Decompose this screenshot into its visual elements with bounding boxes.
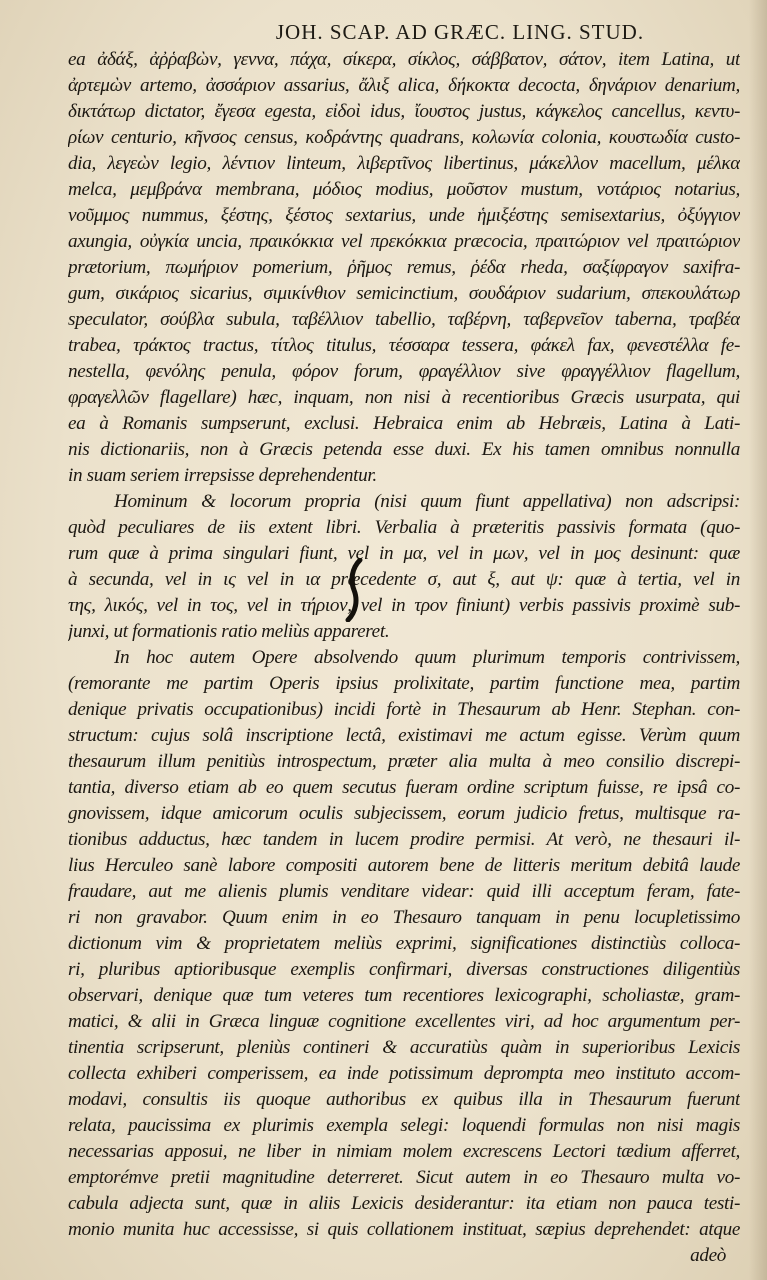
text-line: nis dictionariis, non à Græcis petenda esse duxi. Ex his tamen omnibus nonnulla [68,439,740,460]
text-line: quòd peculiares de iis extent libri. Verbalia à præteritis passivis formata (quo- [68,517,740,538]
text-line: cabula adjecta sunt, quæ in aliis Lexicis desiderantur: ita etiam non pauca testi- [68,1193,740,1214]
text-line: in suam seriem irrepsisse deprehendentur. [68,465,377,486]
text-line: adeò [690,1245,726,1266]
text-line: prætorium, πωμήριον pomerium, ῥῆμος remus, ῥέδα rheda, σαξίφραγον saxifra- [68,257,740,278]
text-line: tantia, diverso etiam ab eo quem secutus fueram ordine scriptum fuisse, re ipsâ co- [68,777,740,798]
text-line: collecta exhiberi comperissem, ea inde potissimum deprompta meo instituto accom- [68,1063,740,1084]
text-line: melca, μεμβράνα membrana, μόδιος modius, μοῦστον mustum, νοτάριος notarius, [68,179,740,200]
text-line: relata, paucissima ex plurimis exempla selegi: loquendi formulas non nisi magis [68,1115,740,1136]
text-line: νοῦμμος nummus, ξέστης, ξέστος sextarius, unde ἡμιξέστης semisextarius, ὀξύγγιον [68,205,740,226]
text-line: à secunda, vel in ις vel in ια præcedente σ, aut ξ, aut ψ: quæ à tertia, vel in [68,569,740,590]
text-line: thesaurum illum penitiùs introspectum, præter alia multa à meo consilio discrepi- [68,751,740,772]
text-line: φραγελλῶν flagellare) hæc, inquam, non nisi à recentioribus Græcis usurpata, qui [68,387,740,408]
text-line: gum, σικάριος sicarius, σιμικίνθιον semicinctium, σουδάριον sudarium, σπεκουλάτωρ [68,283,740,304]
text-line: ri, pluribus aptioribusque exemplis confirmari, diversas constructiones diligentiùs [68,959,740,980]
text-line: rum quæ à prima singulari fiunt, vel in μα, vel in μων, vel in μος desinunt: quæ [68,543,740,564]
text-line: modavi, consultis iis quoque authoribus ex quibus illa in Thesaurum fuerunt [68,1089,740,1110]
text-line: speculator, σούβλα subula, ταβέλλιον tabellio, ταβέρνη, ταβερνεῖον taberna, τραβέα [68,309,740,330]
text-line: nestella, φενόλης penula, φόρον forum, φραγέλλιον sive φραγγέλλιον flagellum, [68,361,740,382]
text-line: (remorante me partim Operis ipsius prolixitate, partim functione mea, partim [68,673,740,694]
text-line: lius Herculeo sanè labore compositi autorem bene de litteris meritum debitâ laude [68,855,740,876]
text-line: dictionum vim & proprietatem meliùs exprimi, significationes distinctiùs colloca- [68,933,740,954]
text-line: junxi, ut formationis ratio meliùs appareret. [68,621,390,642]
text-line: trabea, τράκτος tractus, τίτλος titulus, τέσσαρα tessera, φάκελ fax, φενεστέλλα fe- [68,335,740,356]
text-line: ἀρτεμὼν artemo, ἀσσάριον assarius, ἄλιξ alica, δήκοκτα decocta, δηνάριον denarium, [68,75,740,96]
text-line: necessarias apposui, ne liber in nimiam molem excrescens Lectori tædium afferret, [68,1141,740,1162]
ink-flourish-mark [338,558,378,622]
text-line: ea à Romanis sumpserunt, exclusi. Hebraica enim ab Hebræis, Latina à Lati- [68,413,740,434]
text-line: In hoc autem Opere absolvendo quum plurimum temporis contrivissem, [114,647,740,668]
text-line: observari, denique quæ tum veteres tum recentiores lexicographi, scholiastæ, gram- [68,985,740,1006]
text-line: axungia, οὐγκία uncia, πραικόκκια vel πρεκόκκια præcocia, πραιτώριον vel πραιτώριον [68,231,740,252]
text-line: tionibus adductus, hæc tandem in lucem prodire permisi. At verò, ne thesauri il- [68,829,740,850]
text-line: emptorémve pretii magnitudine deterreret. Sicut autem in eo Thesauro multa vo- [68,1167,740,1188]
text-line: denique privatis occupationibus) incidi fortè in Thesaurum ab Henr. Stephan. con- [68,699,740,720]
page-edge-shadow [749,0,767,1280]
text-line: gnovissem, idque amicorum oculis subjecissem, eorum judicio fretus, multisque ra- [68,803,740,824]
text-line: δικτάτωρ dictator, ἔγεσα egesta, εἰδοὶ idus, ἴουστος justus, κάγκελος cancellus, κεντυ- [68,101,740,122]
text-line: matici, & alii in Græca linguæ cognitione excellentes viri, ad hoc argumentum per- [68,1011,740,1032]
text-line: dia, λεγεὼν legio, λέντιον linteum, λιβερτῖνος libertinus, μάκελλον macellum, μέλκα [68,153,740,174]
body-text [68,47,740,1269]
text-line: Hominum & locorum propria (nisi quum fiunt appellativa) non adscripsi: [114,491,740,512]
text-line: ri non gravabor. Quum enim in eo Thesauro tanquam in penu locupletissimo [68,907,740,928]
text-line: tinentia scripserunt, pleniùs contineri & accuratiùs quàm in superioribus Lexicis [68,1037,740,1058]
text-line: structum: cujus solâ inscriptione lectâ, existimavi me actum egisse. Verùm quum [68,725,740,746]
text-line: fraudare, aut me alienis plumis venditare videar: quid illi acceptum feram, fate- [68,881,740,902]
text-line: ρίων centurio, κῆνσος census, κοδράντης quadrans, κολωνία colonia, κουστωδία custo- [68,127,740,148]
text-line: monio munita huc accessisse, si quis collationem instituat, sæpius deprehendet: atque [68,1219,740,1240]
text-line: της, λικός, vel in τος, vel in τήριον, vel in τρον finiunt) verbis passivis proximè sub- [68,595,740,616]
running-title: JOH. SCAP. AD GRÆC. LING. STUD. [275,20,645,44]
text-line: ea ἀδάξ, ἀῤῥαβὼν, γεννα, πάχα, σίκερα, σίκλος, σάββατον, σάτον, item Latina, ut [68,49,740,70]
